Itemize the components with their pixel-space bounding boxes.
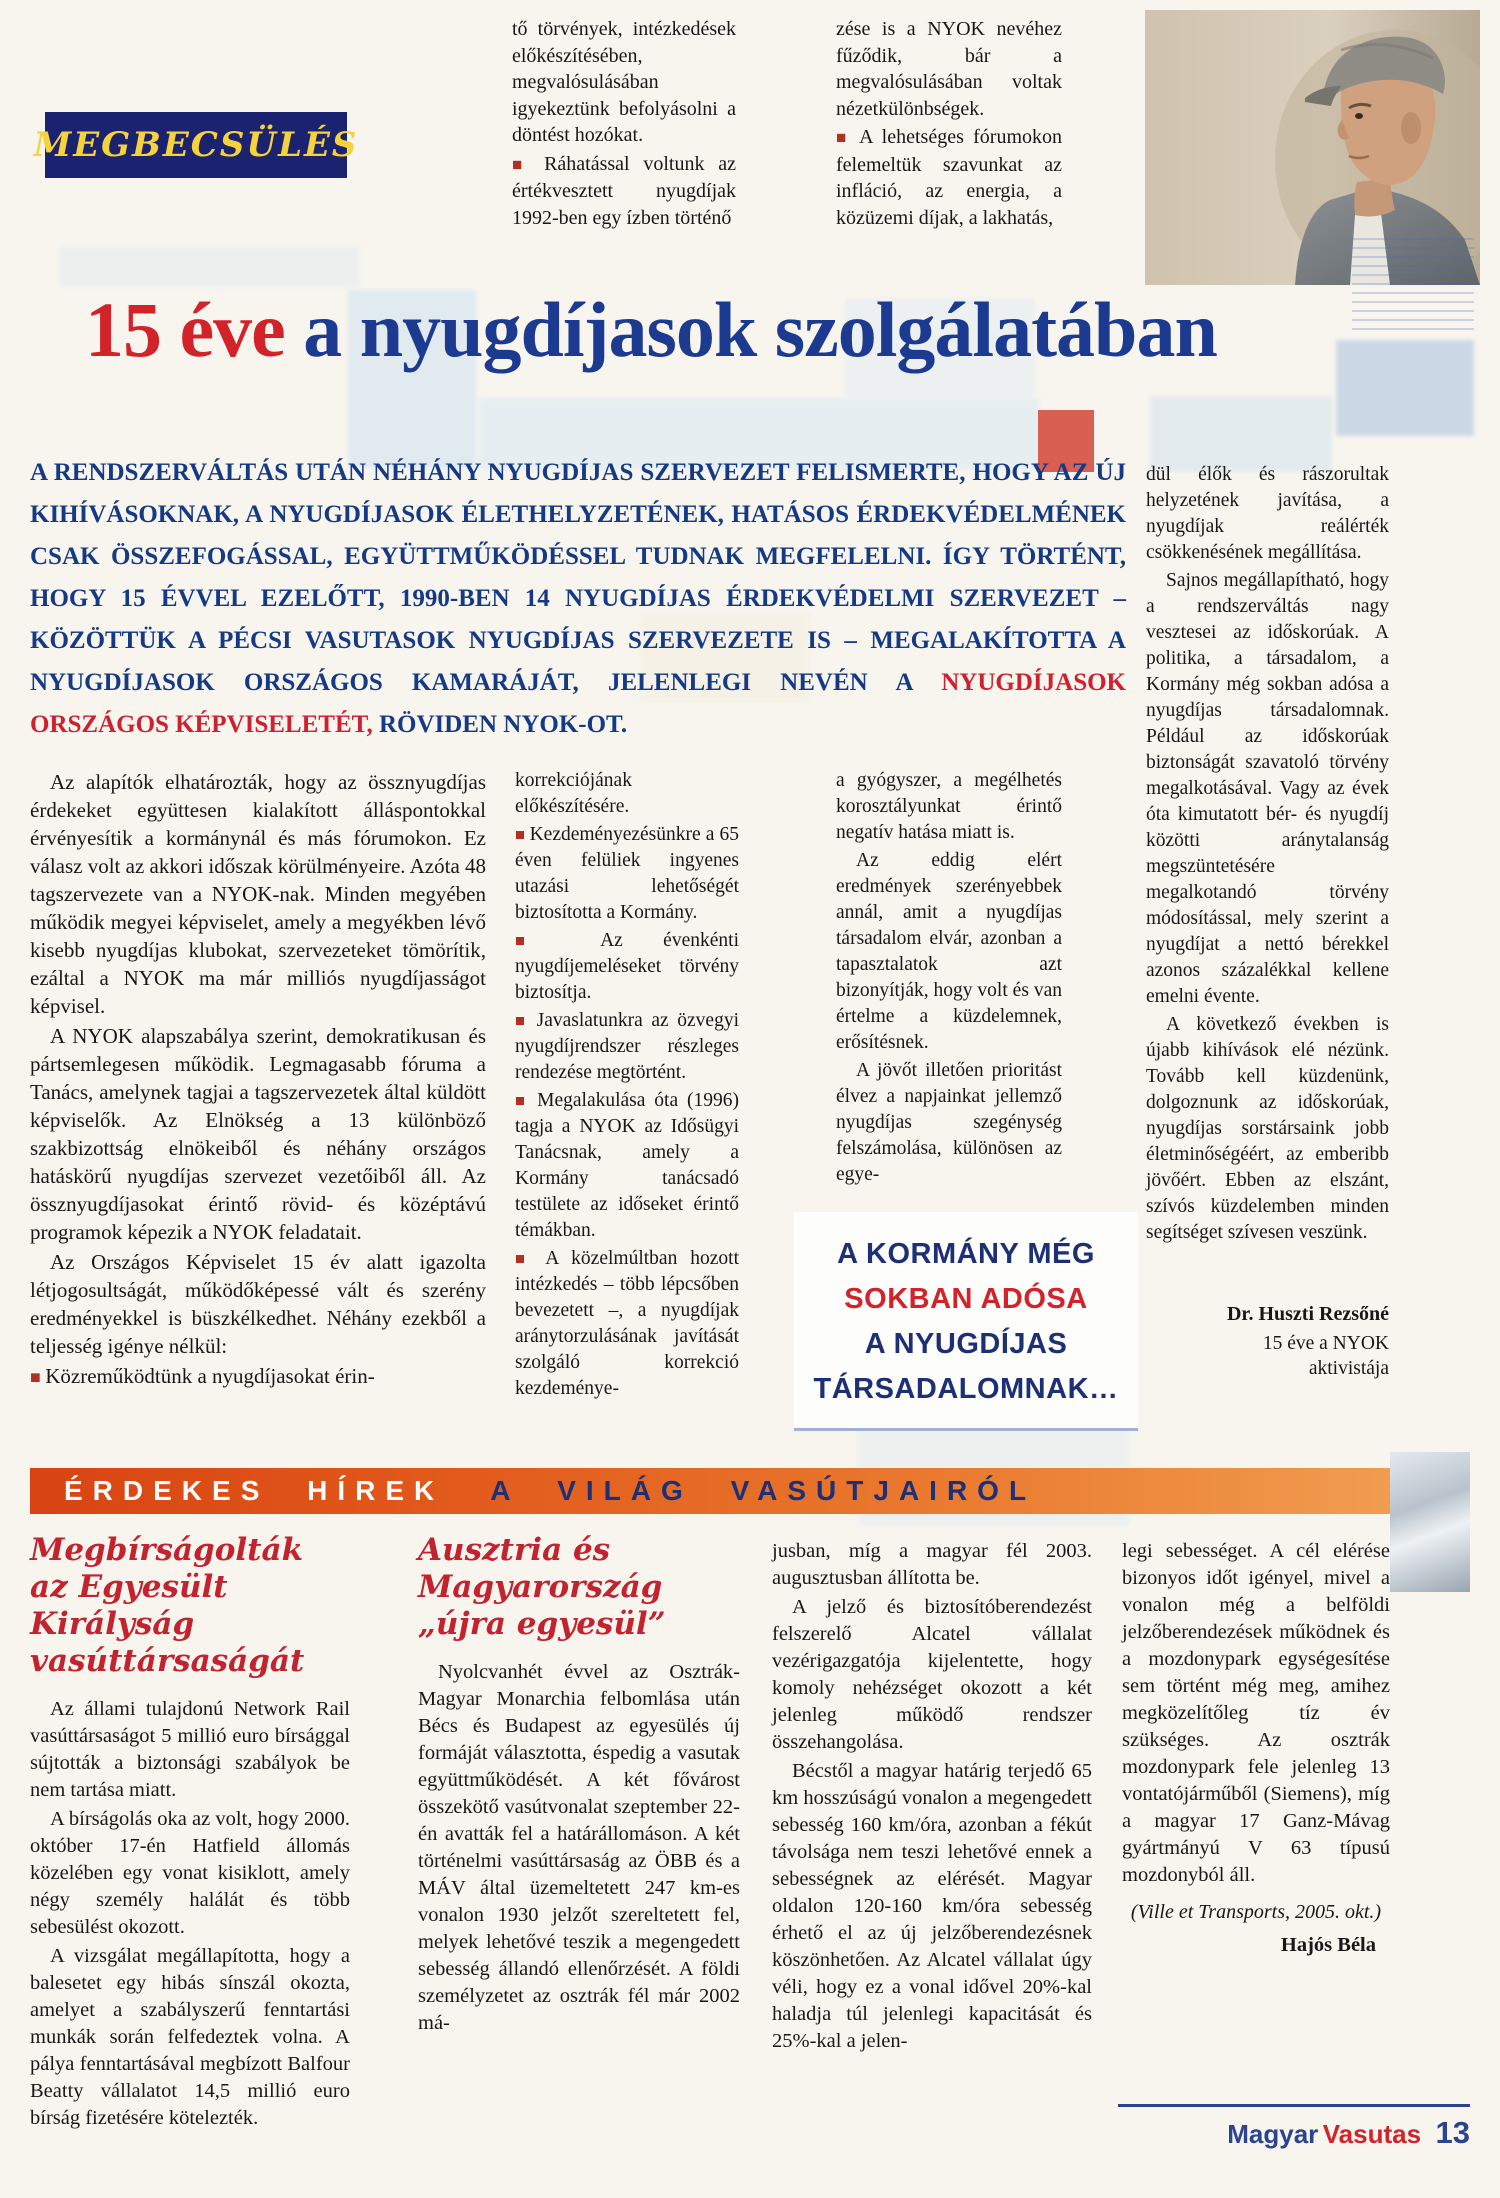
article-column-3 [836, 768, 1062, 1188]
paragraph: Az állami tulajdonú Network Rail vasúttársaságot 5 millió euro bírsággal sújtották a biztonsági szabályok be nem tartása miatt. [30, 1698, 350, 1801]
paragraph: Az alapítók elhatározták, hogy az össznyugdíjas érdekeket együttesen kialakított álláspontokkal érvényesítik a kormánynál és más fórumokon. Ez válasz volt az akkori időszak körülményeire. Azóta 48 tagszervezete van a NYOK-nak. Minden megyében működik megyei képviselet, amely a megyékben lévő kisebb nyugdíjas klubokat, szervezeteket tömörítik, ezáltal a NYOK ma már milliós nyugdíjasságot képvisel. [30, 770, 487, 1018]
signature-name: Dr. Huszti Rezsőné [1226, 1303, 1389, 1325]
footer-magazine-name-2: Vasutas [1322, 2119, 1422, 2149]
headline-rest: a nyugdíjasok szolgálatában [284, 286, 1217, 373]
paragraph: A NYOK alapszabálya szerint, demokratikusan és pártsemlegesen működik. Legmagasabb fóruma a Tanács, amelynek tagjai a tagszervezetek által küldött képviselők. Az Elnökség a 13 különböző szakbizottság elnökeiből és néhány országos hatáskörű nyugdíjas szervezet vezetőiből áll. Az össznyugdíjasokat érintő rövid- és középtávú programok képezik a NYOK feladatait. [30, 1024, 486, 1244]
footer-page-number: 13 [1435, 2115, 1470, 2150]
paragraph: legi sebességet. A cél elérése bizonyos időt igényel, mivel a vonalon még a belföldi jelzőberendezések működnek és a mozdonypark egységesítése sem történt még meg, amihez megközelítőleg tíz év szükséges. Az osztrák mozdonypark fele jelenleg 13 vontatójárműből (Siemens), míg a magyar 17 Ganz-Mávag gyártmányú V 63 típusú mozdonyból áll. [1122, 1540, 1390, 1886]
paragraph: A jövőt illetően prioritást élvez a napjainkat jellemző nyugdíjas szegénység felszámolása, különösen az egye- [836, 1060, 1062, 1185]
pull-quote-line: A NYUGDÍJAS [864, 1328, 1068, 1360]
pull-quote [794, 1212, 1138, 1431]
news-heading-1: Megbírságolták az Egyesült Királyság vasúttársaságát [30, 1532, 305, 1679]
paragraph: Nyolcvanhét évvel az Osztrák-Magyar Monarchia felbomlása után Bécs és Budapest az egyesülés új formáját választotta, éspedig a vasutak együttműködését. A két fővárost összekötő vasútvonalat szeptember 22-én avatták fel a határállomáson. A két történelmi vasúttársaság az ÖBB és a MÁV által üzemeltetett 247 km-es vonalon 1930 jelzőt szereltetett fel, melyek lehetővé teszik a megengedett sebesség állandó ellenőrzését. A földi személyzetet az osztrák fél már 2002 má- [418, 1661, 740, 2034]
paragraph: Bécstől a magyar határig terjedő 65 km hosszúságú vonalon a megengedett sebesség 160 km/óra, azonban a fékút távolsága nem teszi lehetővé ennek a sebességnek az elérését. Magyar oldalon 120-160 km/óra sebesség érhető el az új jelzőberendezésnek köszönhetően. Az Alcatel vállalat úgy véli, hogy ez a vonal idővel 20%-kal haladja túl jelenlegi kapacitását és 25%-kal a jelen- [772, 1760, 1092, 2052]
article-column-4 [1146, 462, 1389, 1381]
article-lead [30, 452, 1126, 746]
bullet-marker-icon: ■ [512, 154, 545, 174]
paragraph: A jelző és biztosítóberendezést felszerelő Alcatel vállalat vezérigazgatója kijelentette, hogy komoly nehézséget okozott a két jelenleg működő rendszer összehangolása. [772, 1596, 1092, 1753]
paragraph: Az eddig elért eredmények szerényebbek annál, amit a nyugdíjas társadalom elvár, azonban a tapasztalatok azt bizonyítják, hogy volt és van értelme a küzdelemnek, erősítésnek. [836, 850, 1062, 1053]
bleedthrough-artifact [1336, 340, 1474, 436]
lead-red-highlight: NYUGDÍJASOK ORSZÁGOS KÉPVISELETÉT, [30, 669, 1126, 738]
news-source-attribution: (Ville et Transports, 2005. okt.) [1130, 1901, 1382, 1923]
bullet-paragraph: ■ Ráhatással voltunk az értékvesztett nyugdíjak 1992-ben egy ízben történő [512, 152, 736, 229]
signature-role: 15 éve a NYOK aktivistája [1262, 1333, 1389, 1379]
bullet-paragraph: ■ A közelmúltban hozott intézkedés – több lépcsőben bevezetett –, a nyugdíjak aránytorzulásának javítását szolgáló korrekció kezdeménye- [515, 1248, 739, 1399]
bullet-paragraph: ■ Kezdeményezésünkre a 65 éven felüliek ingyenes utazási lehetőségét biztosította a Kormány. [515, 824, 739, 923]
news-author: Hajós Béla [1280, 1934, 1376, 1956]
paragraph: zése is a NYOK nevéhez fűződik, bár a megvalósulásában voltak nézetkülönbségek. [836, 18, 1062, 120]
pull-quote-line-highlight: SOKBAN ADÓSA [844, 1283, 1088, 1315]
article-signature [1146, 1301, 1389, 1381]
bullet-marker-icon: ■ [515, 1249, 546, 1268]
paragraph: korrekciójának előkészítésére. [515, 770, 632, 817]
lead-main: A RENDSZERVÁLTÁS UTÁN NÉHÁNY NYUGDÍJAS SZERVEZET FELISMERTE, HOGY AZ ÚJ KIHÍVÁSOKNAK, A NYUGDÍJASOK ÉLETHELYZETÉNEK, HATÁSOS ÉRDEKVÉDELMÉNEK CSAK ÖSSZEFOGÁSSAL, EGYÜTTMŰKÖDÉSSEL TUDNAK MEGFELELNI. ÍGY TÖRTÉNT, HOGY 15 ÉVVEL EZELŐTT, 1990-BEN 14 NYUGDÍJAS ÉRDEKVÉDELMI SZERVEZET – KÖZÖTTÜK A PÉCSI VASUTASOK NYUGDÍJAS SZERVEZETE IS – MEGALAKÍTOTTA A NYUGDÍJASOK ORSZÁGOS KAMARÁJÁT, JELENLEGI NEVÉN A [30, 459, 1126, 696]
paragraph: tő törvények, intézkedések előkészítésében, megvalósulásában igyekeztünk befolyásolni a döntést hozókat. [512, 18, 736, 146]
paragraph: A vizsgálat megállapította, hogy a balesetet egy hibás sínszál okozta, amelyet a szabályszerű fenntartási munkák során felfedeztek volna. A pálya fenntartásával megbízott Balfour Beatty vállalatot 14,5 millió euro bírság fizetésére kötelezték. [30, 1945, 350, 2129]
footer-magazine-name-1: Magyar [1227, 2119, 1319, 2149]
bleedthrough-text-artifact [1352, 238, 1474, 330]
section-kicker [33, 112, 359, 178]
news-heading-2: Ausztria és Magyarország „újra egyesül” [418, 1532, 666, 1642]
paragraph: jusban, míg a magyar fél 2003. augusztusban állította be. [772, 1540, 1092, 1589]
article-headline [85, 285, 1217, 375]
bullet-marker-icon: ■ [30, 1367, 46, 1387]
news-column-4-text [1122, 1538, 1390, 1889]
bleedthrough-artifact [60, 246, 360, 288]
pull-quote-line: A KORMÁNY MÉG [837, 1238, 1095, 1270]
news-story-2-text [418, 1659, 740, 2037]
article-column-2 [515, 768, 739, 1402]
article-column-1 [30, 768, 486, 1391]
bullet-marker-icon: ■ [515, 1011, 537, 1030]
bullet-paragraph: ■ Közreműködtünk a nyugdíjasokat érin- [30, 1364, 375, 1388]
news-story-2 [418, 1532, 740, 2037]
article-continuation-column-a [512, 16, 736, 231]
news-bar-title-left: ÉRDEKES HÍREK [64, 1475, 445, 1506]
bullet-marker-icon: ■ [836, 128, 860, 147]
news-bar-title-right: A VILÁG VASÚTJAIRÓL [490, 1475, 1037, 1506]
photo-newspaper-reader [1390, 1452, 1470, 1592]
paragraph: A következő években is újabb kihívások elé nézünk. Tovább kell küzdenünk, dolgoznunk az időskorúak, nyugdíjas sorstársaink jobb életminőségéért, az emberibb jövőért. Ebben az elszánt, szívós küzdelemben minden segítséget szívesen veszünk. [1146, 1014, 1389, 1243]
bleedthrough-artifact [1150, 396, 1332, 472]
bullet-marker-icon: ■ [515, 825, 530, 844]
headline-accent: 15 éve [85, 286, 285, 373]
bullet-marker-icon: ■ [515, 931, 601, 950]
paragraph: a gyógyszer, a megélhetés korosztályunkat érintő negatív hatása miatt is. [836, 770, 1062, 843]
kicker-label: MEGBECSÜLÉS [33, 125, 359, 165]
news-section-divider [30, 1468, 1470, 1514]
page-footer [1118, 2104, 1470, 2151]
lead-tail: RÖVIDEN NYOK-OT. [372, 711, 628, 738]
article-continuation-column-b [836, 16, 1062, 231]
bullet-marker-icon: ■ [515, 1091, 538, 1110]
bullet-paragraph: ■ Javaslatunkra az özvegyi nyugdíjrendszer részleges rendezése megtörtént. [515, 1010, 739, 1083]
news-column-3 [772, 1538, 1092, 2055]
news-story-1 [30, 1532, 350, 2132]
bullet-paragraph: ■ Az évenkénti nyugdíjemeléseket törvény biztosítja. [515, 930, 739, 1003]
article-column-4-text [1146, 462, 1389, 1246]
pull-quote-line: TÁRSADALOMNAK… [813, 1373, 1119, 1405]
news-column-4 [1122, 1538, 1390, 1959]
paragraph: Sajnos megállapítható, hogy a rendszerváltás nagy vesztesei az időskorúak. A politika, a társadalom, a Kormány még sokban adósa a nyugdíjas társadalomnak. Például az időskorúak biztonságát szavatoló törvény megalkotásával. Vagy az évek óta kimutatott bér- és nyugdíj közötti aránytalanság megszüntetésére megalkotandó törvény módosítással, mely szerint a nyugdíjat a nettó bérekkel azonos százalékkal kellene emelni évente. [1146, 570, 1389, 1007]
bullet-paragraph: ■ Megalakulása óta (1996) tagja a NYOK az Idősügyi Tanácsnak, amely a Kormány tanácsadó testülete az időseket érintő témákban. [515, 1090, 739, 1241]
news-story-1-text [30, 1696, 350, 2132]
paragraph: dül élők és rászorultak helyzetének javítása, a nyugdíjak reálérték csökkenésének megállítása. [1146, 464, 1389, 563]
paragraph: A bírságolás oka az volt, hogy 2000. október 17-én Hatfield állomás közelében egy vonat kisiklott, amely négy személy halálát és több sebesülést okozott. [30, 1808, 350, 1938]
bullet-paragraph: ■ A lehetséges fórumokon felemeltük szavunkat az infláció, az energia, a közüzemi díjak, a lakhatás, [836, 126, 1062, 229]
paragraph: Az Országos Képviselet 15 év alatt igazolta létjogosultságát, működőképessé vált és szerény eredményekkel is büszkélkedhet. Néhány ezekből a teljesség igénye nélkül: [30, 1250, 486, 1358]
